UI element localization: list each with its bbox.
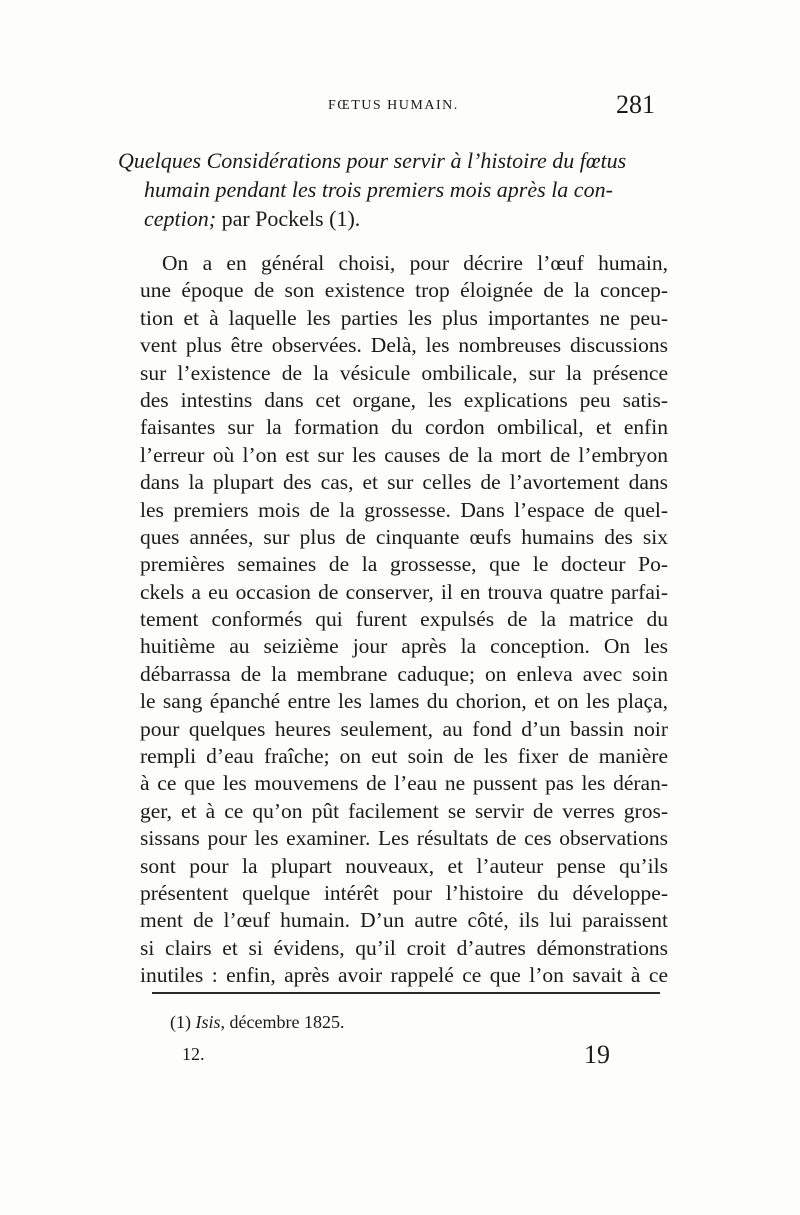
article-author: par Pockels (1). — [216, 206, 361, 231]
article-title — [118, 146, 678, 233]
body-line: pour quelques heures seulement, au fond d’un bassin noir — [140, 716, 668, 741]
article-title-line-1: Quelques Considérations pour servir à l’histoire du fœtus — [118, 148, 627, 173]
article-title-line-3 — [118, 204, 678, 233]
body-line: ques années, sur plus de cinquante œufs humains des six — [140, 524, 668, 549]
body-line: tement conformés qui furent expulsés de la matrice du — [140, 607, 668, 632]
body-line: ment de l’œuf humain. D’un autre côté, ils lui paraissent — [140, 908, 668, 933]
body-line: ger, et à ce qu’on pût facilement se servir de verres gros- — [140, 798, 668, 823]
signature-mark: 12. — [182, 1044, 205, 1064]
footnote-date: décembre 1825. — [225, 1012, 345, 1032]
body-line: sissans pour les examiner. Les résultats de ces observations — [140, 826, 668, 851]
folio-number: 19 — [584, 1040, 610, 1069]
body-line: les premiers mois de la grossesse. Dans l’espace de quel- — [140, 497, 668, 522]
body-line: On a en général choisi, pour décrire l’œuf humain, — [162, 251, 668, 275]
footnote — [170, 1012, 344, 1033]
footnote-source: Isis, — [195, 1012, 226, 1032]
body-line: vent plus être observées. Delà, les nombreuses discussions — [140, 333, 668, 358]
article-title-italic-end: ception; — [144, 206, 217, 231]
running-title: FŒTUS HUMAIN. — [328, 98, 459, 113]
body-line: des intestins dans cet organe, les explications peu satis- — [140, 387, 668, 412]
body-line: l’erreur où l’on est sur les causes de la mort de l’embryon — [140, 442, 668, 467]
body-line: présentent quelque intérêt pour l’histoire du développe- — [140, 880, 668, 905]
body-line: sur l’existence de la vésicule ombilicale, sur la présence — [140, 360, 668, 385]
running-head — [0, 90, 800, 126]
body-line: faisantes sur la formation du cordon ombilical, et enfin — [140, 415, 668, 440]
body-line: débarrassa de la membrane caduque; on enleva avec soin — [140, 661, 668, 686]
body-line: ckels a eu occasion de conserver, il en trouva quatre parfai- — [140, 579, 668, 604]
body-line: dans la plupart des cas, et sur celles de l’avortement dans — [140, 470, 668, 495]
body-line: une époque de son existence trop éloignée de la concep- — [140, 278, 668, 303]
article-title-line-2: humain pendant les trois premiers mois après la con- — [144, 177, 613, 202]
body-line: à ce que les mouvemens de l’eau ne pussent pas les déran- — [140, 771, 668, 796]
body-paragraph — [140, 250, 668, 990]
footnote-rule — [152, 992, 660, 994]
footnote-marker: (1) — [170, 1012, 196, 1032]
body-line: tion et à laquelle les parties les plus importantes ne peu- — [140, 305, 668, 330]
body-line: rempli d’eau fraîche; on eut soin de les fixer de manière — [140, 744, 668, 769]
body-line: si clairs et si évidens, qu’il croit d’autres démonstrations — [140, 935, 668, 960]
body-line: le sang épanché entre les lames du chorion, et on les plaça, — [140, 689, 668, 714]
body-line: premières semaines de la grossesse, que le docteur Po- — [140, 552, 668, 577]
body-line: sont pour la plupart nouveaux, et l’auteur pense qu’ils — [140, 853, 668, 878]
body-line: inutiles : enfin, après avoir rappelé ce que l’on savait à ce — [140, 963, 668, 988]
body-line: huitième au seizième jour après la conception. On les — [140, 634, 668, 659]
page-number: 281 — [616, 90, 655, 119]
